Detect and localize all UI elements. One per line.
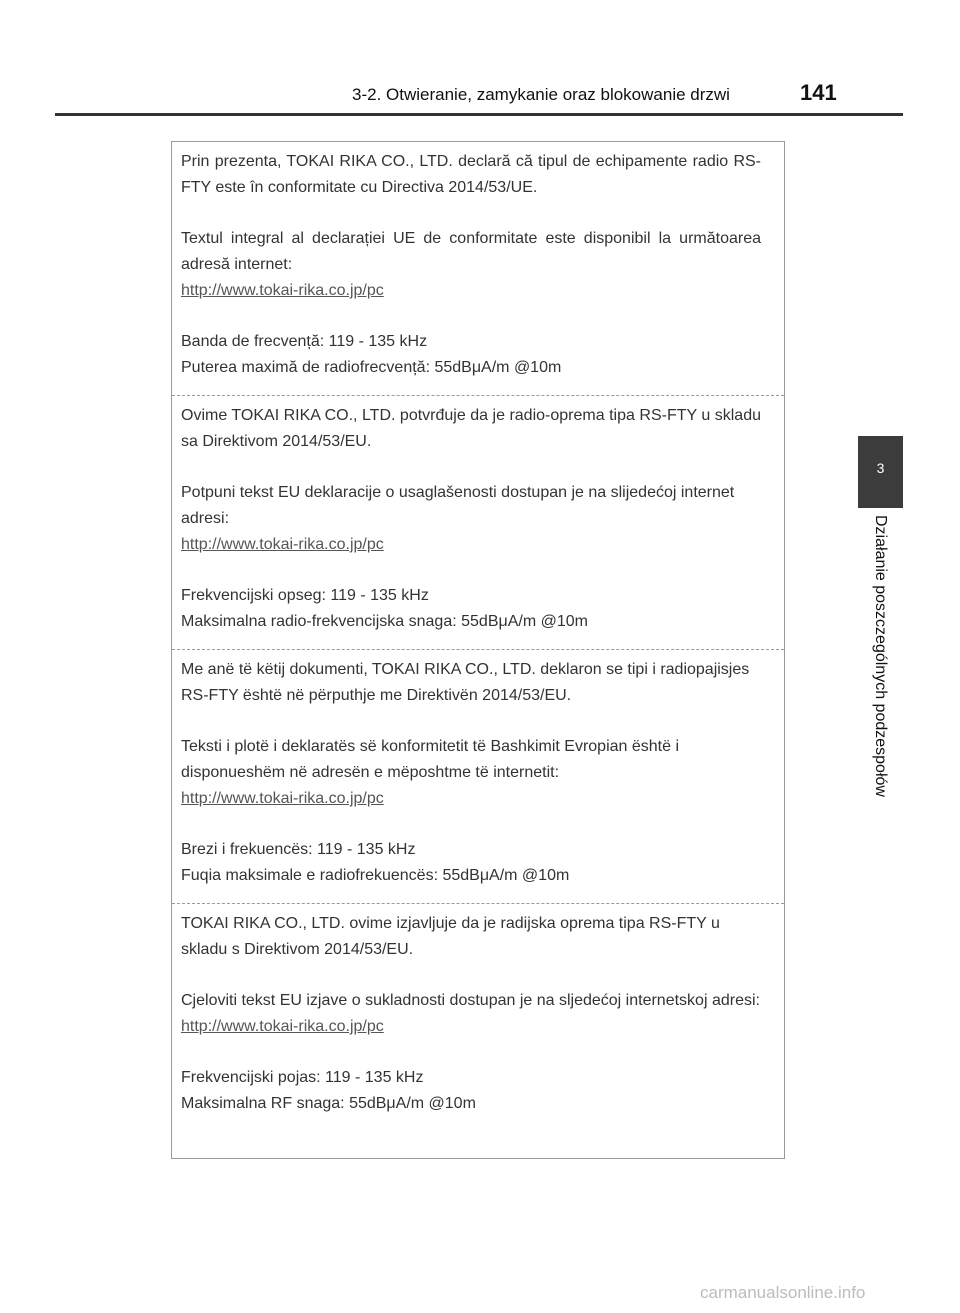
declaration-statement: Ovime TOKAI RIKA CO., LTD. potvrđuje da je radio-oprema tipa RS-FTY u skladu sa Direktivom 2014/53/EU.: [181, 407, 761, 450]
declaration-croatian: [172, 904, 784, 1156]
declarations-box: [171, 141, 785, 1159]
frequency-band: Frekvencijski opseg: 119 - 135 kHz: [181, 587, 429, 604]
declaration-statement: Prin prezenta, TOKAI RIKA CO., LTD. declară că tipul de echipamente radio RS-FTY este în conformitate cu Directiva 2014/53/UE.: [181, 153, 761, 196]
frequency-band: Brezi i frekuencës: 119 - 135 kHz: [181, 841, 416, 858]
declaration-romanian: [172, 142, 784, 396]
chapter-tab-label: Działanie poszczególnych podzespołów: [872, 515, 889, 797]
declaration-availability: Cjeloviti tekst EU izjave o sukladnosti dostupan je na sljedećoj internetskoj adresi:: [181, 992, 760, 1009]
declaration-statement: TOKAI RIKA CO., LTD. ovime izjavljuje da je radijska oprema tipa RS-FTY u skladu s Direktivom 2014/53/EU.: [181, 915, 720, 958]
declaration-albanian: [172, 650, 784, 904]
max-power: Puterea maximă de radiofrecvență: 55dBμA/m @10m: [181, 359, 562, 376]
declaration-availability: Teksti i plotë i deklaratës së konformitetit të Bashkimit Evropian është i disponueshëm në adresën e mëposhtme të internetit:: [181, 738, 679, 781]
frequency-band: Frekvencijski pojas: 119 - 135 kHz: [181, 1069, 424, 1086]
declaration-link[interactable]: http://www.tokai-rika.co.jp/pc: [181, 1018, 384, 1035]
max-power: Maksimalna RF snaga: 55dBμA/m @10m: [181, 1095, 476, 1112]
chapter-tab: 3: [858, 436, 903, 508]
frequency-band: Banda de frecvență: 119 - 135 kHz: [181, 333, 428, 350]
declaration-statement: Me anë të këtij dokumenti, TOKAI RIKA CO., LTD. deklaron se tipi i radiopajisjes RS-FTY është në përputhje me Direktivën 2014/53/EU.: [181, 661, 750, 704]
declaration-bosnian: [172, 396, 784, 650]
max-power: Maksimalna radio-frekvencijska snaga: 55dBμA/m @10m: [181, 613, 588, 630]
declaration-availability: Textul integral al declarației UE de conformitate este disponibil la următoarea adresă internet:: [181, 230, 761, 273]
watermark: carmanualsonline.info: [700, 1283, 866, 1302]
max-power: Fuqia maksimale e radiofrekuencës: 55dBμA/m @10m: [181, 867, 570, 884]
page-number: 141: [800, 80, 837, 105]
declaration-availability: Potpuni tekst EU deklaracije o usaglašenosti dostupan je na slijedećoj internet adresi:: [181, 484, 735, 527]
chapter-title: 3-2. Otwieranie, zamykanie oraz blokowanie drzwi: [352, 85, 730, 104]
declaration-link[interactable]: http://www.tokai-rika.co.jp/pc: [181, 536, 384, 553]
header-divider: [55, 113, 903, 116]
declaration-link[interactable]: http://www.tokai-rika.co.jp/pc: [181, 282, 384, 299]
declaration-link[interactable]: http://www.tokai-rika.co.jp/pc: [181, 790, 384, 807]
